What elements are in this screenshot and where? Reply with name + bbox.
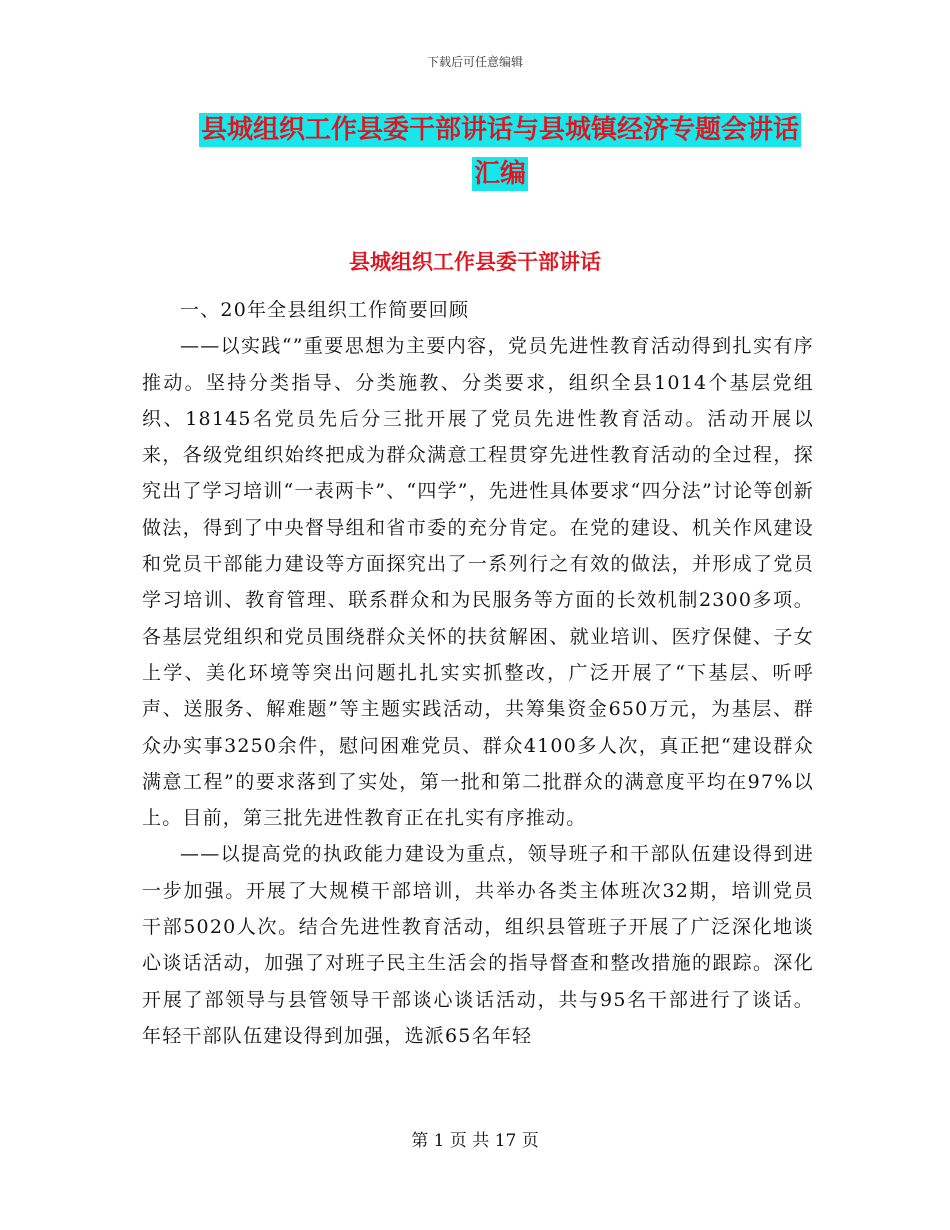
section-title: 县城组织工作县委干部讲话 [349, 250, 601, 274]
paragraph: ——以实践“”重要思想为主要内容，党员先进性教育活动得到扎实有序推动。坚持分类指导、分类施教、分类要求，组织全县1014个基层党组织、18145名党员先后分三批开展了党员先进性教育活动。活动开展以来，各级党组织始终把成为群众满意工程贯穿先进性教育活动的全过程，探究出了学习培训“一表两卡”、“四学”，先进性具体要求“四分法”讨论等创新做法，得到了中央督导组和省市委的充分肯定。在党的建设、机关作风建设和党员干部能力建设等方面探究出了一系列行之有效的做法，并形成了党员学习培训、教育管理、联系群众和为民服务等方面的长效机制2300多项。各基层党组织和党员围绕群众关怀的扶贫解困、就业培训、医疗保健、子女上学、美化环境等突出问题扎扎实实抓整改，广泛开展了“下基层、听呼声、送服务、解难题”等主题实践活动，共筹集资金650万元，为基层、群众办实事3250余件，慰问困难党员、群众4100多人次，真正把“建设群众满意工程”的要求落到了实处，第一批和第二批群众的满意度平均在97%以上。目前，第三批先进性教育正在扎实有序推动。 [142, 335, 814, 830]
header-note: 下载后可任意编辑 [426, 55, 523, 69]
page-footer: 第 1 页 共 17 页 [411, 1131, 539, 1151]
paragraph-heading: 一、20年全县组织工作简要回顾 [180, 299, 470, 321]
paragraph: ——以提高党的执政能力建设为重点，领导班子和干部队伍建设得到进一步加强。开展了大规模干部培训，共举办各类主体班次32期，培训党员干部5020人次。结合先进性教育活动，组织县管班子开展了广泛深化地谈心谈话活动，加强了对班子民主生活会的指导督查和整改措施的跟踪。深化开展了部领导与县管领导干部谈心谈话活动，共与95名干部进行了谈话。年轻干部队伍建设得到加强，选派65名年轻 [142, 843, 814, 1047]
document-title-line1: 县城组织工作县委干部讲话与县城镇经济专题会讲话 [200, 115, 799, 145]
document-title-line2: 汇编 [473, 159, 526, 189]
document-title [130, 108, 870, 196]
body-text [142, 292, 814, 1054]
